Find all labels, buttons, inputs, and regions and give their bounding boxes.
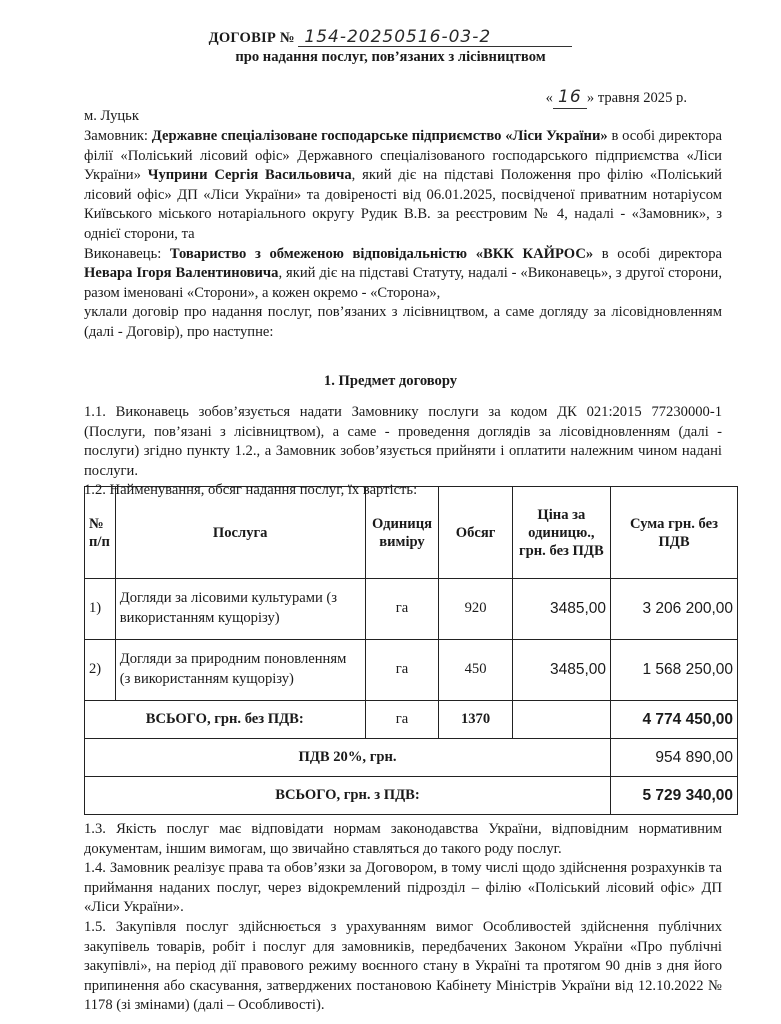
services-table — [84, 486, 738, 815]
agreement-paragraph: уклали договір про надання послуг, пов’язаних з лісівництвом, а саме догляду за лісовідновленням (далі - Договір), про наступне: — [84, 304, 722, 340]
row-sum: 3 206 200,00 — [611, 579, 738, 640]
contract-date — [546, 88, 687, 109]
clause-1-3: 1.3. Якість послуг має відповідати нормам законодавства України, відповідним нормативним документам, іншим вимогам, що звичайно ставляться до такого роду послуг. — [84, 821, 722, 857]
clause-1-1: 1.1. Виконавець зобов’язується надати Замовнику послуги за кодом ДК 021:2015 77230000-1 (Послуги, пов’язані з лісівництвом), а саме - проведення доглядів за лісовідновленням (далі - послуги) згідно пункту 1.2., а Замовник зобов’язується прийняти і оплатити належним чином надані послуги. — [84, 404, 722, 479]
total-vat-value: 5 729 340,00 — [611, 777, 738, 815]
row-unit: га — [365, 579, 439, 640]
row-service: Догляди за лісовими культурами (з використанням кущорізу) — [115, 579, 365, 640]
vat-row — [85, 739, 738, 777]
contractor-director: Невара Ігоря Валентиновича — [84, 265, 279, 282]
table-row — [85, 640, 738, 701]
contract-title-prefix: ДОГОВІР № — [208, 30, 295, 46]
clause-1-2: 1.2. Найменування, обсяг надання послуг, їх вартість: — [84, 482, 418, 499]
customer-director: Чуприни Сергія Васильовича — [147, 167, 352, 184]
row-no: 2) — [85, 640, 116, 701]
header-unit: Одиниця виміру — [365, 487, 439, 579]
date-rest: » травня 2025 р. — [586, 90, 687, 106]
total-vat-label: ВСЬОГО, грн. з ПДВ: — [85, 777, 611, 815]
row-price: 3485,00 — [512, 579, 610, 640]
contractor-text-2: , який діє на підставі Статуту, надалі - «Виконавець», з другої сторони, разом іменовані «Сторони», а кожен окремо - «Сторона», — [84, 265, 723, 301]
contract-title — [0, 28, 781, 49]
clause-1-5: 1.5. Закупівля послуг здійснюється з урахуванням вимог Особливостей здійснення публічних закупівель товарів, робіт і послуг для замовників, передбачених Законом України «Про публічні закупівлі», на період дії правового режиму воєнного стану в Україні та протягом 90 днів з дня його припинення або скасування, затверджених постановою Кабінету Міністрів України від 12.10.2022 № 1178 (зі змінами) (далі – Особливості). — [84, 918, 722, 1014]
customer-label: Замовник: — [84, 128, 148, 144]
city: м. Луцьк — [84, 108, 139, 124]
header-service: Послуга — [115, 487, 365, 579]
customer-text-2: , який діє на підставі Положення про філію «Поліський лісовий офіс» ДП «Ліси України» та довіреності від 06.01.2025, посвідченої приватним нотаріусом Київського міського нотаріального округу Рудик В.В. за реєстровим № 4, надалі - «Замовник», з однієї сторони, та — [84, 167, 722, 242]
total-no-vat-label: ВСЬОГО, грн. без ПДВ: — [85, 701, 366, 739]
total-vat-row — [85, 777, 738, 815]
table-row — [85, 579, 738, 640]
vat-label: ПДВ 20%, грн. — [85, 739, 611, 777]
row-price: 3485,00 — [512, 640, 610, 701]
contract-subtitle: про надання послуг, пов’язаних з лісівництвом — [235, 49, 546, 65]
total-unit: га — [365, 701, 439, 739]
header-price: Ціна за одиницю., грн. без ПДВ — [512, 487, 610, 579]
customer-text-1: в особі директора філії «Поліський лісовий офіс» Державного спеціалізованого господарського підприємства «Ліси України» — [84, 128, 722, 184]
header-no: № п/п — [85, 487, 116, 579]
contractor-label: Виконавець: — [84, 245, 170, 262]
date-open-quote: « — [545, 90, 553, 106]
row-service: Догляди за природним поновленням (з використанням кущорізу) — [115, 640, 365, 701]
clause-1-4: 1.4. Замовник реалізує права та обов’язки за Договором, в тому числі щодо здійснення розрахунків та приймання наданих послуг, через відокремлений підрозділ – філію «Поліський лісовий офіс» ДП «Ліси України». — [84, 860, 722, 916]
contractor-text-1: в особі директора — [593, 245, 722, 262]
row-qty: 450 — [439, 640, 512, 701]
header-qty: Обсяг — [439, 487, 512, 579]
row-qty: 920 — [439, 579, 512, 640]
contractor-paragraph — [84, 245, 722, 304]
preamble — [84, 127, 722, 343]
contract-number: 154-20250516-03-2 — [298, 28, 572, 47]
table-header-row — [85, 487, 738, 579]
total-price-empty — [512, 701, 610, 739]
clauses — [84, 820, 722, 1016]
header-sum: Сума грн. без ПДВ — [611, 487, 738, 579]
customer-name: Державне спеціалізоване господарське підприємство «Ліси України» — [151, 128, 608, 144]
date-day: 16 — [553, 88, 587, 109]
contractor-name: Товариство з обмеженою відповідальністю «ВКК КАЙРОС» — [169, 245, 594, 262]
total-no-vat-row — [85, 701, 738, 739]
section-1-title: 1. Предмет договору — [323, 373, 458, 389]
total-qty: 1370 — [439, 701, 512, 739]
row-sum: 1 568 250,00 — [611, 640, 738, 701]
total-no-vat-value: 4 774 450,00 — [611, 701, 738, 739]
row-unit: га — [365, 640, 439, 701]
customer-paragraph — [84, 127, 722, 245]
vat-value: 954 890,00 — [611, 739, 738, 777]
row-no: 1) — [85, 579, 116, 640]
